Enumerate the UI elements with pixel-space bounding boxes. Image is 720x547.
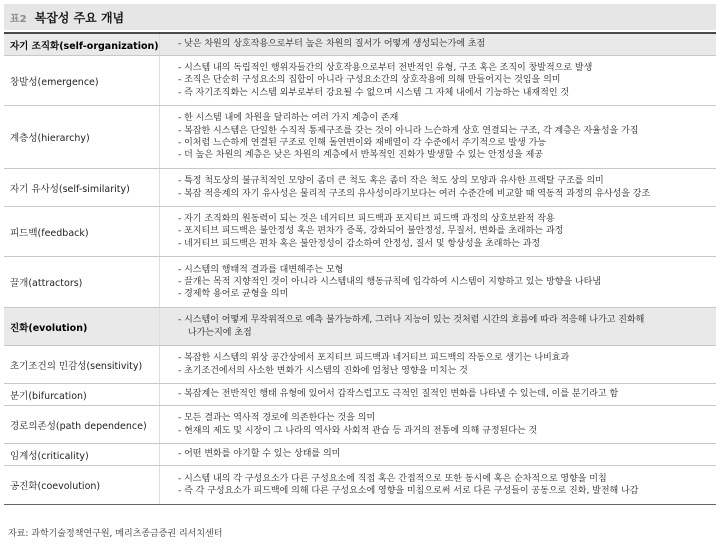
concept-description: [160, 406, 716, 443]
description-line: - 한 시스템 내에 차원을 달리하는 여러 가지 계층이 존재: [178, 113, 399, 124]
concept-description: [160, 257, 716, 307]
description-line: - 이처럼 느슨하게 연결된 구조로 인해 돌연변이와 재배열이 각 수준에서 주기적으로 발생 가능: [178, 138, 546, 148]
concept-description: [160, 56, 716, 105]
concepts-table: [4, 32, 716, 505]
description-line: - 시스템 내의 독립적인 행위자들간의 상호작용으로부터 전반적인 유형, 구조 혹은 조직이 창발적으로 발생: [178, 63, 593, 74]
concept-description: [160, 207, 716, 256]
concept-description: [160, 34, 716, 55]
source-note: 자료: 과학기술정책연구원, 메리츠종금증권 리서치센터: [8, 529, 223, 539]
description-line: - 네거티브 피드백은 편차 혹은 불안정성이 감소하여 안정성, 질서 및 항상성을 초래하는 과정: [178, 238, 541, 249]
table-row: [4, 257, 716, 308]
concept-term: 초기조건의 민감성(sensitivity): [4, 346, 160, 383]
description-line: - 복잡한 시스템의 위상 공간상에서 포지티브 피드백과 네거티브 피드백의 작동으로 생기는 나비효과: [178, 353, 570, 364]
description-line: - 포지티브 피드백은 불안정성 혹은 편차가 증폭, 강화되어 불안정성, 무질서, 변화를 초래하는 과정: [178, 226, 564, 237]
description-line: - 낮은 차원의 상호작용으로부터 높은 차원의 질서가 어떻게 생성되는가에 초점: [178, 39, 486, 50]
table-row: [4, 466, 716, 504]
table-row: [4, 56, 716, 106]
concept-term: 경로의존성(path dependence): [4, 406, 160, 443]
concept-term: 진화(evolution): [4, 308, 160, 345]
concept-description: [160, 346, 716, 383]
concept-description: [160, 308, 716, 345]
table-number: 표2: [10, 13, 27, 25]
concept-term: 계층성(hierarchy): [4, 106, 160, 168]
concept-term: 공진화(coevolution): [4, 466, 160, 504]
description-line: - 시스템 내의 각 구성요소가 다른 구성요소에 직접 혹은 간접적으로 또한 동시에 혹은 순차적으로 영향을 미침: [178, 473, 607, 484]
description-line: - 특정 척도상의 불규칙적인 모양이 좀더 큰 척도 혹은 좀더 작은 척도 상의 모양과 유사한 프랙탈 구조를 의미: [178, 176, 604, 187]
concept-description: [160, 169, 716, 206]
table-title: 복잡성 주요 개념: [34, 10, 125, 25]
description-line: - 끌개는 목적 지향적인 것이 아니라 시스템내의 행동규칙에 입각하여 시스템이 지향하고 있는 방향을 나타냄: [178, 276, 601, 287]
table-row: [4, 384, 716, 406]
description-line: - 현재의 제도 및 시장이 그 나라의 역사와 사회적 관습 등 과거의 전통에 의해 규정된다는 것: [178, 425, 538, 436]
table-title-bar: [4, 4, 716, 30]
concept-term: 피드백(feedback): [4, 207, 160, 256]
description-line: 나가는지에 초점: [188, 327, 252, 338]
description-line: - 시스템이 어떻게 무작위적으로 예측 불가능하게, 그러나 지능이 있는 것처럼 시간의 흐름에 따라 적응해 나가고 진화해: [178, 315, 645, 326]
description-line: - 경제학 용어로 균형을 의미: [178, 289, 289, 300]
concept-term: 분기(bifurcation): [4, 384, 160, 405]
description-line: - 즉 자기조직화는 시스템 외부로부터 강요될 수 없으며 시스템 그 자체 내에서 기능하는 내재적인 것: [178, 87, 570, 98]
table-row: [4, 207, 716, 257]
concept-term: 임계성(criticality): [4, 444, 160, 465]
concept-term: 끌개(attractors): [4, 257, 160, 307]
concept-description: [160, 106, 716, 168]
table-row: [4, 34, 716, 56]
concept-description: [160, 384, 716, 405]
description-line: - 복잡한 시스템은 단일한 수직적 통제구조를 갖는 것이 아니라 느슨하게 상호 연결되는 구조, 각 계층은 자율성을 가짐: [178, 125, 639, 136]
description-line: - 초기조건에서의 사소한 변화가 시스템의 진화에 엄청난 영향을 미치는 것: [178, 365, 468, 376]
table-row: [4, 444, 716, 466]
table-row: [4, 106, 716, 169]
concept-term: 자기 조직화(self-organization): [4, 34, 160, 55]
description-line: - 자기 조직화의 원동력이 되는 것은 네거티브 피드백과 포지티브 피드백 과정의 상호보완적 작용: [178, 214, 555, 225]
concept-term: 자기 유사성(self-similarity): [4, 169, 160, 206]
description-line: - 조직은 단순히 구성요소의 집합이 아니라 구성요소간의 상호작용에 의해 만들어지는 것임을 의미: [178, 75, 561, 86]
table-row: [4, 169, 716, 207]
table-row: [4, 406, 716, 444]
concept-term: 창발성(emergence): [4, 56, 160, 105]
table-row: [4, 308, 716, 346]
concept-description: [160, 466, 716, 504]
description-line: - 모든 결과는 역사적 경로에 의존한다는 것을 의미: [178, 413, 376, 424]
description-line: - 복잡 적응계의 자기 유사성은 물리적 구조의 유사성이라기보다는 여러 수준간에 비교할 때 역동적 과정의 유사성을 강조: [178, 188, 651, 199]
description-line: - 복잡계는 전반적인 행태 유형에 있어서 갑작스럽고도 극적인 질적인 변화를 나타낼 수 있는데, 이를 분기라고 함: [178, 389, 619, 400]
concept-description: [160, 444, 716, 465]
table-row: [4, 346, 716, 384]
description-line: - 더 높은 차원의 계층은 낮은 차원의 계층에서 반복적인 진화가 발생할 수 있는 안정성을 제공: [178, 150, 543, 161]
description-line: - 시스템의 행태적 결과를 대변해주는 모형: [178, 264, 344, 275]
description-line: - 어떤 변화를 야기할 수 있는 상태를 의미: [178, 449, 341, 460]
description-line: - 즉 각 구성요소가 피드백에 의해 다른 구성요소에 영향을 미침으로써 서로 다른 구성들이 공동으로 진화, 발전해 나감: [178, 486, 639, 496]
